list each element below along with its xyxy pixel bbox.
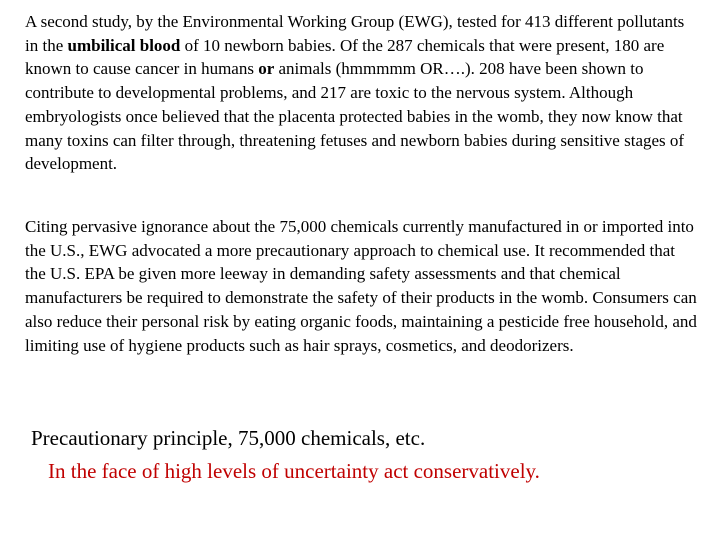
paragraph-text: of 10 newborn babies. Of the 287 chemicals that were present, 180 are known to cause cancer in humans — [25, 35, 665, 79]
ewg-recommendation-paragraph: Citing pervasive ignorance about the 75,000 chemicals currently manufactured in or imported into the U.S., EWG advocated a more precautionary approach to chemical use. It recommended that the U.S. EPA be given more leeway in demanding safety assessments and that chemical manufacturers be required to demonstrate the safety of their products in the womb. Consumers can also reduce their personal risk by eating organic foods, maintaining a pesticide free household, and limiting use of hygiene products such as hair sprays, cosmetics, and deodorizers. — [25, 217, 697, 355]
bullet-precautionary-principle: Precautionary principle, 75,000 chemicals, etc. — [31, 426, 426, 450]
bold-term-or: or — [258, 59, 275, 79]
paragraph-text: animals (hmmmmm OR….). 208 have been shown to contribute to developmental problems, and 217 are toxic to the nervous system. Although embryologists once believed that the placenta protected babies in the womb, they now know that many toxins can filter through, threatening fetuses and newborn babies during sensitive stages of development. — [25, 59, 685, 174]
bold-term-umbilical-blood: umbilical blood — [67, 35, 181, 55]
paragraph-text: A second study, by the Environmental Working Group (EWG), tested for 413 different pollutants in the — [25, 12, 685, 55]
ewg-study-paragraph — [25, 10, 697, 176]
sub-bullet-uncertainty: In the face of high levels of uncertainty act conservatively. — [48, 459, 540, 483]
